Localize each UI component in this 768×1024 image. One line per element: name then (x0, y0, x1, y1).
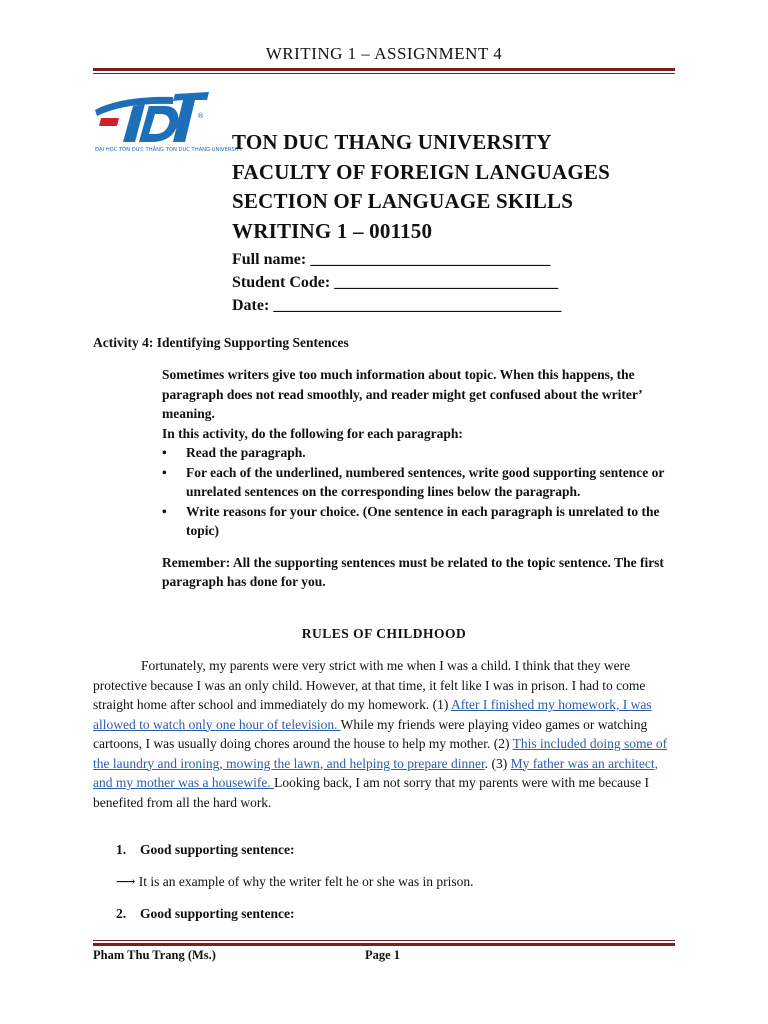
question-number: 1. (116, 842, 127, 857)
instruction-item: • For each of the underlined, numbered sentences, write good supporting sentence or unrelated sentences on the corresponding lines below the paragraph. (186, 463, 672, 502)
instructions-list (162, 443, 672, 541)
instruction-item: • Write reasons for your choice. (One sentence in each paragraph is unrelated to the topic) (186, 502, 672, 541)
underlined-sentence-2[interactable]: This included doing some of the laundry and ironing, mowing the lawn, and helping to prepare dinner (93, 736, 668, 771)
paragraph-text: Looking back, I am not sorry that my parents were with me because I benefited from all the hard work. (93, 775, 649, 810)
university-heading (232, 128, 610, 317)
answer-1: ⟶ It is an example of why the writer felt he or she was in prison. (116, 874, 474, 889)
footer-rule-thin (93, 940, 675, 941)
activity-title: Activity 4: Identifying Supporting Sentences (93, 335, 349, 350)
full-name-field: Full name: ______________________________ (232, 251, 551, 268)
logo-registered-mark: ® (197, 112, 204, 120)
question-2 (116, 906, 295, 922)
instruction-item: • Read the paragraph. (186, 443, 672, 463)
faculty-name: FACULTY OF FOREIGN LANGUAGES (232, 159, 611, 184)
question-label: Good supporting sentence: (140, 842, 295, 857)
remember-note: Remember: All the supporting sentences must be related to the topic sentence. The first paragraph has done for you. (162, 554, 664, 589)
footer-author: Pham Thu Trang (Ms.) (93, 948, 216, 962)
university-name: TON DUC THANG UNIVERSITY (232, 130, 552, 154)
underlined-sentence-1[interactable]: After I finished my homework, I was allowed to watch only one hour of television. (93, 697, 652, 732)
logo-red-block (99, 118, 119, 126)
instructions-block (162, 365, 672, 592)
paragraph-text: Fortunately, my parents were very strict with me when I was a child. I think that they were protective because I was an only child. However, at that time, it felt like I was in prison. I had to come straight home after school and immediately do my homework. (1) (93, 658, 646, 712)
university-logo (93, 88, 243, 156)
footer-rule-thick (93, 943, 675, 946)
instructions-lead: In this activity, do the following for each paragraph: (162, 425, 463, 441)
instructions-intro: Sometimes writers give too much information about topic. When this happens, the paragraph does not read smoothly, and reader might get confused about the writer’ meaning. (162, 367, 642, 421)
logo-letter-d (139, 106, 179, 142)
section-name: SECTION OF LANGUAGE SKILLS (232, 189, 574, 213)
logo-subtext: ĐẠI HỌC TÔN ĐỨC THẮNG TON DUC THANG UNIVERSITY (95, 147, 243, 153)
paragraph-text: . (3) (484, 755, 511, 771)
question-number: 2. (116, 906, 127, 921)
document-header-title: WRITING 1 – ASSIGNMENT 4 (265, 44, 503, 63)
student-code-field: Student Code: ____________________________ (232, 274, 559, 291)
header-rule-thin (93, 73, 675, 74)
question-label: Good supporting sentence: (140, 906, 295, 921)
date-field: Date: ____________________________________ (232, 297, 562, 314)
section-title: RULES OF CHILDHOOD (301, 626, 467, 641)
footer-page-number: Page 1 (365, 948, 401, 962)
question-1 (116, 842, 295, 858)
course-code: WRITING 1 – 001150 (232, 218, 433, 243)
childhood-paragraph (93, 656, 673, 812)
underlined-sentence-3[interactable]: My father was an architect, and my mother was a housewife. (93, 755, 658, 790)
paragraph-text: While my friends were playing video games or watching cartoons, I was usually doing chores around the house to help my mother. (2) (93, 716, 648, 751)
header-rule-thick (93, 68, 675, 71)
